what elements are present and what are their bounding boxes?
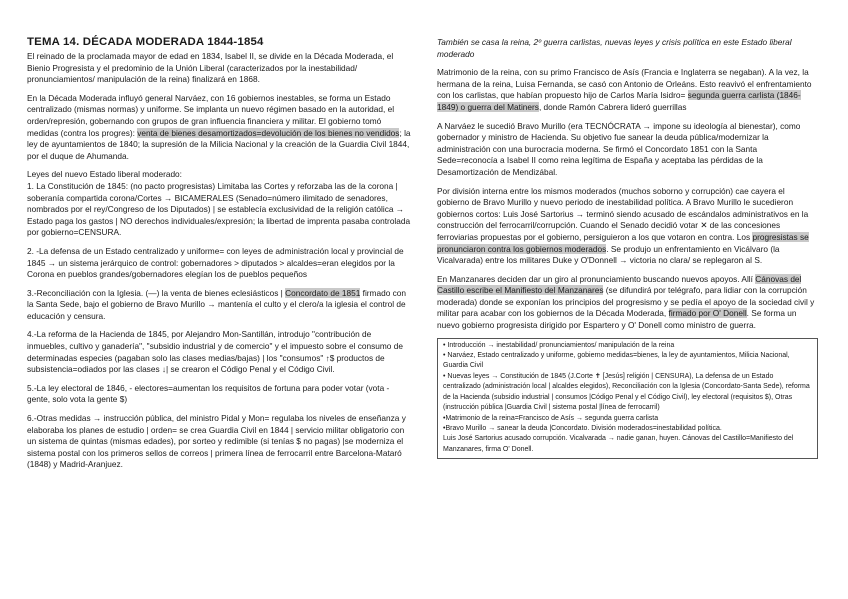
marriage-text-end: , donde Ramón Cabrera lideró guerrillas [538,101,687,112]
summary-item: • Nuevas leyes → Constitución de 1845 (J.Corte ✝ [Jesús] religión | CENSURA), La defensa de un Estado centralizado (administración local | alcaldes elegidos), Reconciliación con la Iglesia (Concordato-Santa Sede), reforma de la Hacienda (subsidio industrial | consumos |Código Penal y el Código Civil), ley electoral (requisitos $), Otras (instrucción pública |Guardia Civil | sistema postal |línea de ferrocarril) [443,372,810,412]
highlight-sale: venta de bienes desamortizados=devolución de los bienes no vendidos [137,127,400,138]
manzanares-text-mid: (se difundirá por telégrafo, para lidiar con la corrupción moderada) donde se exponían los principios del progresismo y se pedía el apoyo de la sociedad civil y militar para acabar con los gobiernos de la Década Moderada, [437,285,815,319]
law-church-text-end: firmado con la Santa Sede, bajo el gobierno de Bravo Murillo → mantenía el culto y el clero/a la iglesia el control de educación y censura. [27,287,406,321]
bravo-murillo-paragraph: A Narváez le sucedió Bravo Murillo (era TECNÓCRATA → impone su ideología al bienestar), como gobernador y ministro de Hacienda. Su objetivo fue sanear la deuda pública/modernizar la administración con una burocracia moderna. Se firmó el Concordato 1851 con la Santa Sede=reconocía a Isabel II como reina legítima de España y aceptaba las pérdidas de la Desamortización de Mendizábal. [437,120,801,177]
crisis-text-end: . Se produjo un enfrentamiento en Vicálvaro (la Vicalvarada) entre los militares Duke y O'Donnell → victoria no clara/ se replegaron al S. [437,243,780,266]
manzanares-paragraph [437,274,818,332]
crisis-text: Por división interna entre los mismos moderados (muchos soborno y corrupción) cae cayera el gobierno de Bravo Murillo y nuevo periodo de inestabilidad política. A Bravo Murillo le sucedieron gobiernos cortos: Luis José Sartorius → terminó siendo acusado de escándalos administrativos en la construcción del ferrocarril/corrupción. Cuando el Senado decidió votar ✕ de las concesiones ferroviarias propuestas por el gobierno, persiguieron a los que votaron en contra. Los [437,185,809,242]
government-text-end: ; la ley de ayuntamientos de 1840; la supresión de la Milicia Nacional y la creación de la Guardia Civil 1844, por el duque de Ahumanda. [27,127,411,161]
summary-item: • Introducción → inestabilidad/ pronunciamientos/ manipulación de la reina [443,341,675,349]
highlight-manifesto: Cánovas del Castillo escribe el Manifiesto del Manzanares [437,273,802,296]
summary-item: Luis José Sartorius acusado corrupción. Vicalvarada → nadie ganan, huyen. Cánovas del Castillo=Manifiesto del Manzanares, firma O' Donell. [443,435,794,453]
crisis-paragraph [437,186,818,267]
summary-box [437,338,818,459]
laws-heading: Leyes del nuevo Estado liberal moderado: [27,169,182,180]
manzanares-text: En Manzanares deciden dar un giro al pronunciamiento buscando nuevos apoyos. Allí [437,273,753,284]
law-centralized-state: 2. -La defensa de un Estado centralizado y uniforme= con leyes de administración local y provincial de 1845 → un sistema jerárquico de control: gobernadores > diputados > alcaldes=eran elegidos por la Corona en pueblos grandes/gobernadores elegían los de pueblos pequeños [27,245,404,280]
law-other-measures: 6.-Otras medidas → instrucción pública, del ministro Pidal y Mon= regulaba los niveles de enseñanza y elaboraba los planes de estudio | orden= se crea Guardia Civil en 1844 | servicio militar obligatorio con un sistema de quintas (mismas edades), por sorteo y redimible (si tenías $ no pagas) |se moderniza el sistema postal con los primeros sellos de correos | primera línea de ferrocarril entre Barcelona-Mataró (1848) y Madrid-Aranjuez. [27,413,406,470]
manzanares-text-end: . Se forma un nuevo gobierno progresista dirigido por Espartero y O' Donell como ministro de guerra. [437,308,797,331]
summary-item: •Matrimonio de la reina=Francisco de Asís → segunda guerra carlista [443,414,659,422]
highlight-concordat: Concordato de 1851 [285,287,361,298]
marriage-paragraph [437,67,818,113]
highlight-odonell: firmado por O' Donell [668,308,747,319]
subtitle: También se casa la reina, 2º guerra carlistas, nuevas leyes y crisis política en este Estado liberal moderado [437,37,792,59]
law-church-text: 3.-Reconciliación con la Iglesia. (—) la venta de bienes eclesiásticos | [27,287,283,298]
summary-item: • Narváez, Estado centralizado y uniforme, gobierno medidas=bienes, la ley de ayuntamientos, Milicia Nacional, Guardia Civil [443,352,790,370]
intro-paragraph: El reinado de la proclamada mayor de edad en 1834, Isabel II, se divide en la Década Moderada, el Bienio Progresista y el predominio de la Unión Liberal (caracterizados por la inestabilidad/ pronunciamientos/ manipulación de la reina) finalizará en 1868. [27,51,394,85]
page-title: TEMA 14. DÉCADA MODERADA 1844-1854 [27,36,264,48]
marriage-text: Matrimonio de la reina, con su primo Francisco de Asís (Francia e Inglaterra se negaban). A la vez, la hermana de la reina, Luisa Fernanda, se casó con Antonio de Orleáns. Esto reavivó el enfrentamiento con los carlistas, que habían propuesto hijo de Carlos María Isidro= [437,67,812,101]
summary-item: •Bravo Murillo → sanear la deuda |Concordato. División moderados=inestabilidad política. [443,424,722,432]
law-electoral: 5.-La ley electoral de 1846, - electores=aumentan los requisitos de fortuna para poder votar (vota - gente, solo vota la gente $) [27,382,390,405]
government-paragraph [27,93,411,163]
highlight-progressives: progresistas se pronunciaron contra los gobiernos moderados [437,231,809,254]
government-text: En la Década Moderada influyó general Narváez, con 16 gobiernos inestables, se forma un Estado centralizado (mismas normas) y uniforme. Se implanta un nuevo régimen basado en la autoridad, el orden/represión, gobernando con grupos de gran influencia financiera y militar. El gobierno tomó medidas (contra los progres): [27,92,395,138]
right-column [437,37,818,459]
left-column [27,36,411,478]
highlight-carlist-war: segunda guerra carlista (1846-1849) o guerra del Matiners [437,90,801,112]
law-treasury: 4.-La reforma de la Hacienda de 1845, por Alejandro Mon-Santillán, introdujo "contribución de inmuebles, cultivo y ganadería", "subsidio industrial y de comercio" y el impuesto sobre el consumo de determinadas especies (pagaban solo las clases medias/bajas) | los "consumos" ↑$ productos de subsistencia=odiados por las clases ↓| se crearon el Código Penal y el Código Civil. [27,329,403,375]
law-church [27,288,411,323]
law-constitution: 1. La Constitución de 1845: (no pacto progresistas) Limitaba las Cortes y reforzaba las de la corona | soberanía compartida corona/Cortes → BICAMERALES (Senado=número ilimitado de senadores, nombrados por el rey/Congreso de los Diputados) | se establecía exclusividad de la religión católica → Estado paga los gastos | NO derechos individuales/expresión; la libertad de imprenta pasaba controlada por gobierno=CENSURA. [27,180,411,238]
